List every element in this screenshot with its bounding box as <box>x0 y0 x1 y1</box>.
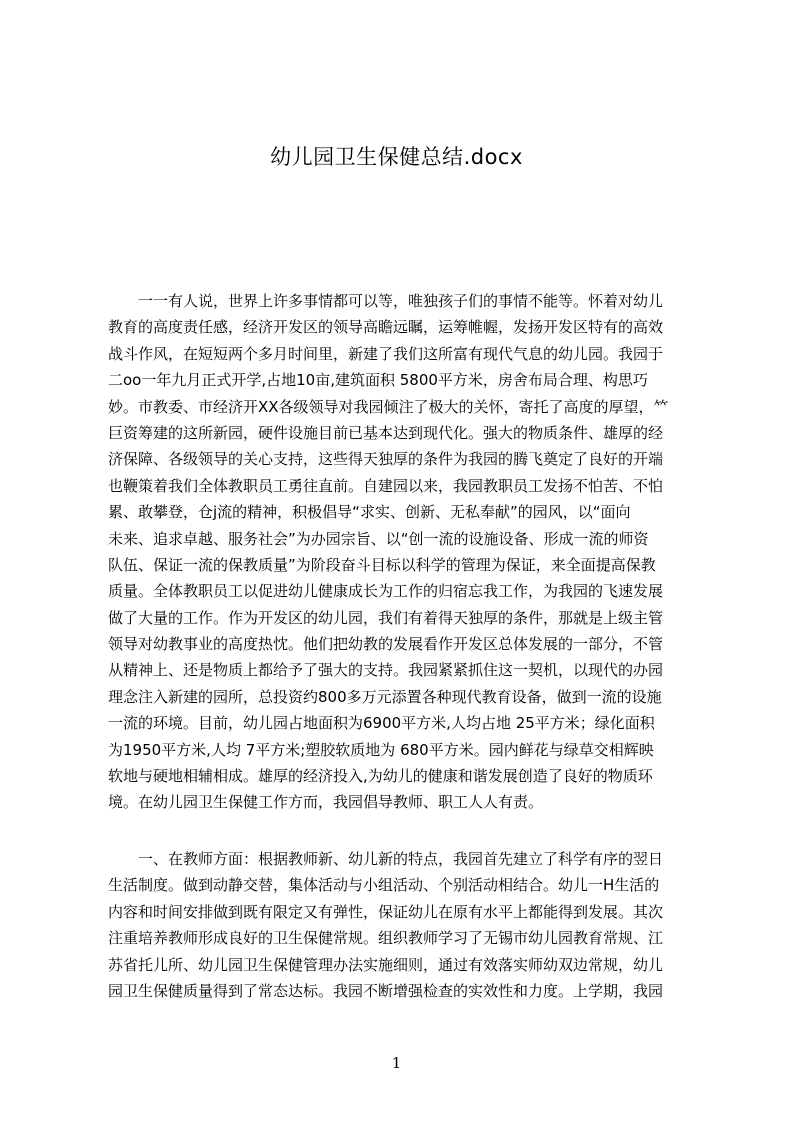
page-number: 1 <box>391 1054 402 1072</box>
text-line: 二oo一年九月正式开学,占地10亩,建筑面积 5800平方米，房舍布局合理、构思巧 <box>108 371 648 390</box>
text-line: 妙。市教委、市经济开XX各级领导对我园倾注了极大的关怀，寄托了高度的厚望，𥫗 <box>108 397 669 416</box>
text-line: 济保障、各级领导的关心支持，这些得天独厚的条件为我园的腾飞奠定了良好的开端 <box>108 450 664 469</box>
text-line: 也鞭策着我们全体教职员工勇往直前。自建园以来，我园教职员工发扬不怕苦、不怕 <box>108 476 664 495</box>
text-line: 为1950平方米,人均 7平方米;塑胶软质地为 680平方米。园内鲜花与绿草交相辉映 <box>108 740 654 759</box>
text-line: 教育的高度责任感，经济开发区的领导高瞻远瞩，运筹帷幄，发扬开发区特有的高效 <box>108 318 664 337</box>
text-line: 一一有人说，世界上许多事情都可以等，唯独孩子们的事情不能等。怀着对幼儿 <box>108 292 664 310</box>
text-line: 未来、追求卓越、服务社会”为办园宗旨、以“创一流的设施设备、形成一流的师资 <box>108 529 649 548</box>
paragraph-teachers <box>108 846 698 1004</box>
text-line: 战斗作风，在短短两个多月时间里，新建了我们这所富有现代气息的幼儿园。我园于 <box>108 344 664 363</box>
text-line: 从精神上、还是物质上都给予了强大的支持。我园紧紧抓住这一契机，以现代的办园 <box>108 661 664 680</box>
text-line: 生活制度。做到动静交替，集体活动与小组活动、个别活动相结合。幼儿一H生活的 <box>108 876 660 895</box>
document-title: 幼儿园卫生保健总结.docx <box>270 145 523 169</box>
text-line: 境。在幼儿园卫生保健工作方而，我园倡导教师、职工人人有责。 <box>108 793 544 812</box>
text-line: 软地与硬地相辅相成。雄厚的经济投入,为幼儿的健康和谐发展创造了良好的物质环 <box>108 767 653 786</box>
text-line: 一、在教师方面：根据教师新、幼儿新的特点，我园首先建立了科学有序的翌日 <box>108 850 664 868</box>
text-line: 园卫生保健质量得到了常态达标。我园不断增强检查的实效性和力度。上学期，我园 <box>108 981 664 1000</box>
text-line: 苏省托儿所、幼儿园卫生保健管理办法实施细则，通过有效落实师幼双边常规，幼儿 <box>108 955 664 974</box>
text-line: 累、敢攀登，仓j流的精神，积极倡导“求实、创新、无私奉献”的园风，以“面向 <box>108 503 631 522</box>
text-line: 做了大量的工作。作为开发区的幼儿园，我们有着得天独厚的条件，那就是上级主管 <box>108 608 664 627</box>
text-line: 巨资筹建的这所新园，硬件设施目前已基本达到现代化。强大的物质条件、雄厚的经 <box>108 423 664 442</box>
text-line: 一流的环境。目前，幼儿园占地面积为6900平方米,人均占地 25平方米；绿化面积 <box>108 714 655 733</box>
text-line: 队伍、保证一流的保教质量”为阶段奋斗目标以科学的管理为保证，来全面提高保教 <box>108 555 656 574</box>
text-line: 理念注入新建的园所，总投资约800多万元添置各种现代教育设备，做到一流的设施 <box>108 687 662 706</box>
text-line: 质量。全体教职员工以促进幼儿健康成长为工作的归宿忘我工作，为我园的飞速发展 <box>108 582 664 601</box>
paragraph-intro <box>108 288 698 816</box>
text-line: 领导对幼教事业的高度热忱。他们把幼教的发展看作开发区总体发展的一部分，不管 <box>108 635 664 654</box>
text-line: 注重培养教师形成良好的卫生保健常规。组织教师学习了无锡市幼儿园教育常规、江 <box>108 929 664 948</box>
text-line: 内容和时间安排做到既有限定又有弹性，保证幼儿在原有水平上都能得到发展。其次 <box>108 902 664 921</box>
